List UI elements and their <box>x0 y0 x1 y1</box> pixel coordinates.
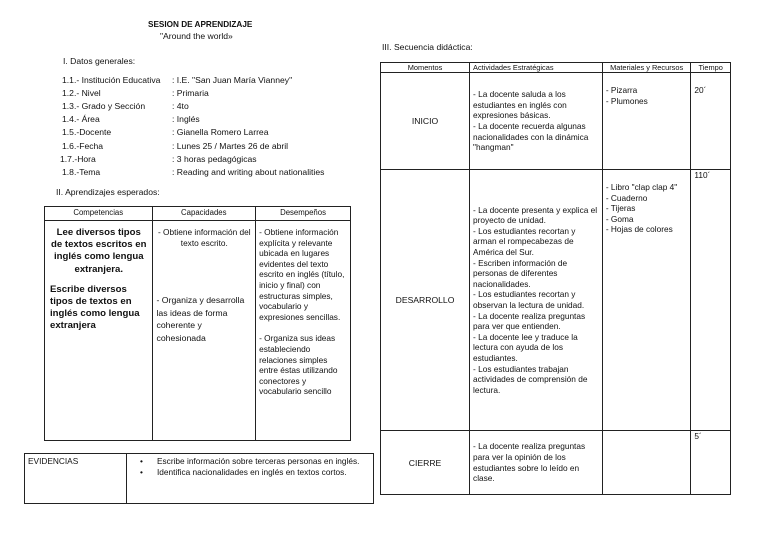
column-header: Materiales y Recursos <box>602 63 691 73</box>
capacidades-cell <box>152 221 256 441</box>
evidencias-cell <box>127 454 374 504</box>
evidencia-item: • Escribe información sobre terceras personas en inglés. <box>157 456 369 467</box>
capacidad-item: - Obtiene información del texto escrito. <box>157 227 251 248</box>
datos-label: 1.7.-Hora <box>60 154 96 164</box>
column-header: Capacidades <box>152 207 256 221</box>
actividades-cell: - La docente presenta y explica el proyecto de unidad. - Los estudiantes recortan y arman el rompecabezas de América del Sur. - Escriben información de personas de diferentes nacionalidades. - Los estudiantes recortan y observan la lectura de unidad. - La docente realiza preguntas para ver que entienden. - La docente lee y traduce la lectura con ayuda de los estudiantes. - Los estudiantes trabajan actividades de comprensión de lectura. <box>470 170 603 431</box>
datos-label: 1.2.- Nivel <box>62 88 101 98</box>
document-title: SESION DE APRENDIZAJE <box>148 20 253 29</box>
momento-cell: CIERRE <box>381 431 470 495</box>
desempenos-cell <box>256 221 351 441</box>
datos-value: : Lunes 25 / Martes 26 de abril <box>172 141 289 151</box>
document-subtitle: "Around the world» <box>160 31 233 41</box>
momento-cell: INICIO <box>381 73 470 170</box>
datos-value: : Reading and writing about nationalities <box>172 167 325 177</box>
datos-label: 1.8.-Tema <box>62 167 101 177</box>
evidencias-table <box>24 453 374 504</box>
momento-cell: DESARROLLO <box>381 170 470 431</box>
desempeno-item: - Organiza sus ideas estableciendo relaciones simples entre éstas utilizando conectores y vocabulario sencillo <box>259 333 338 397</box>
datos-value: : 4to <box>172 101 189 111</box>
competencia-item: Escribe diversos tipos de textos en inglés como lengua extranjera <box>50 283 140 332</box>
secuencia-heading: III. Secuencia didáctica: <box>382 42 473 52</box>
datos-label: 1.1.- Institución Educativa <box>62 75 161 85</box>
capacidad-item: - Organiza y desarrolla las ideas de forma coherente y cohesionada <box>156 295 245 343</box>
tiempo-cell: 110´ <box>691 170 731 431</box>
datos-value: : Primaria <box>172 88 209 98</box>
aprendizajes-table <box>44 206 351 441</box>
datos-heading: I. Datos generales: <box>63 56 136 66</box>
materiales-cell: - Libro "clap clap 4" - Cuaderno - Tijeras - Goma - Hojas de colores <box>602 170 691 431</box>
materiales-cell: - Pizarra - Plumones <box>602 73 691 170</box>
tiempo-cell: 20´ <box>691 73 731 170</box>
datos-label: 1.4.- Área <box>62 114 100 124</box>
aprendizajes-heading: II. Aprendizajes esperados: <box>56 187 160 197</box>
column-header: Actividades Estratégicas <box>470 63 603 73</box>
column-header: Desempeños <box>256 207 351 221</box>
column-header: Tiempo <box>691 63 731 73</box>
tiempo-cell: 5´ <box>691 431 731 495</box>
competencia-item: Lee diversos tipos de textos escritos en inglés como lengua extranjera. <box>51 227 147 275</box>
actividades-cell: - La docente realiza preguntas para ver la opinión de los estudiantes sobre lo leído en clase. <box>470 431 603 495</box>
datos-value: : 3 horas pedagógicas <box>172 154 257 164</box>
competencias-cell <box>45 221 153 441</box>
desempeno-item: - Obtiene información explícita y relevante ubicada en lugares evidentes del texto escrito en inglés (título, inicio y final) con estructuras simples, vocabulario y expresiones sencillas. <box>259 227 345 322</box>
datos-label: 1.3.- Grado y Sección <box>62 101 146 111</box>
datos-label: 1.5.-Docente <box>62 127 112 137</box>
column-header: Momentos <box>381 63 470 73</box>
column-header: Competencias <box>45 207 153 221</box>
datos-value: : Gianella Romero Larrea <box>172 127 269 137</box>
datos-value: : I.E. "San Juan María Vianney" <box>172 75 293 85</box>
evidencias-label: EVIDENCIAS <box>25 454 127 504</box>
datos-value: : Inglés <box>172 114 200 124</box>
actividades-cell: - La docente saluda a los estudiantes en inglés con expresiones básicas. - La docente recuerda algunas nacionalidades con la dinámica "hangman" <box>470 73 603 170</box>
evidencia-item: • Identifica nacionalidades en inglés en textos cortos. <box>157 467 369 478</box>
secuencia-table <box>380 62 731 495</box>
evidencias-list <box>127 456 369 477</box>
datos-label: 1.6.-Fecha <box>62 141 104 151</box>
materiales-cell <box>602 431 691 495</box>
